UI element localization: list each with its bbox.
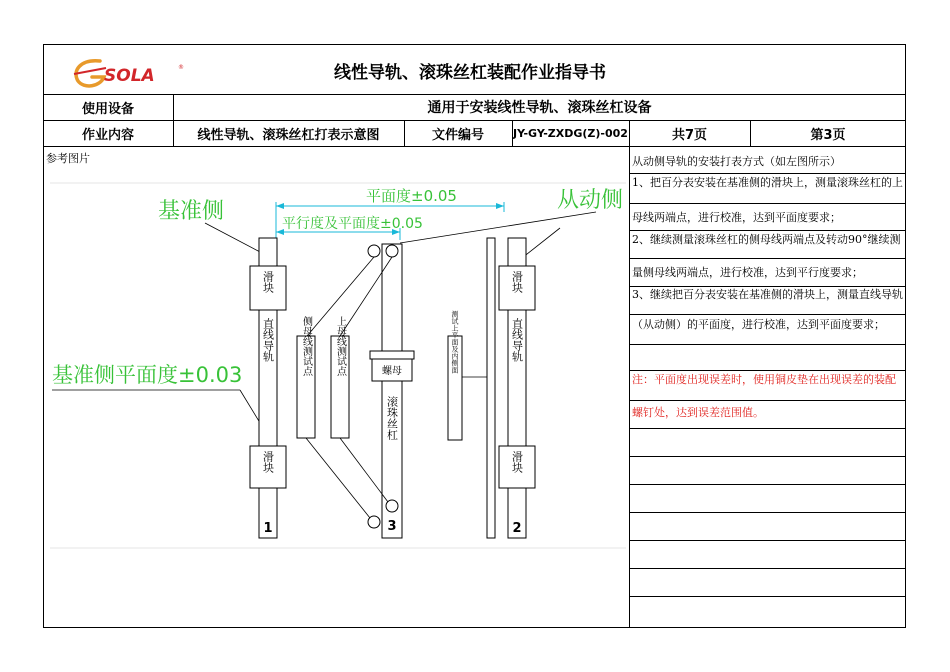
grid-line [629,400,906,401]
grid-line [629,230,906,231]
slider-label: 滑块 [510,271,524,293]
note-line: 螺钉处，达到误差范围值。 [632,406,764,419]
flatness-label: 平面度±0.05 [366,187,457,205]
grid-line [629,596,906,597]
grid-line [629,370,906,371]
reference-label: 参考图片 [46,152,90,165]
instruction-line: 3、继续把百分表安装在基准侧的滑块上，测量直线导轨 [632,288,903,301]
rail-number: 2 [512,521,522,536]
ball-screw [382,244,402,538]
grid-line [629,456,906,457]
content-label: 作业内容 [81,127,134,143]
parallelism-label: 平行度及平面度±0.05 [282,216,423,232]
instruction-line: 2、继续测量滚珠丝杠的侧母线两端点及转动90°继续测 [632,233,901,246]
nut-label: 螺母 [382,366,402,377]
svg-text:®: ® [178,64,184,71]
sola-logo [70,55,190,91]
slider-label: 滑块 [510,451,524,473]
docno-label: 文件编号 [431,127,484,143]
rail-label: 直线导轨 [261,318,275,362]
instruction-line: 从动侧导轨的安装打表方式（如左图所示） [632,155,841,168]
equipment-label: 使用设备 [81,101,134,117]
total-pages: 共7页 [671,127,708,143]
page-number: 第3页 [810,127,846,143]
ref-flatness-label: 基准侧平面度±0.03 [52,363,243,387]
ref-side-label: 基准侧 [158,199,225,224]
grid-line [629,314,906,315]
grid-line [629,428,906,429]
rail-number: 1 [263,521,273,536]
instruction-line: （从动侧）的平面度，进行校准，达到平面度要求； [632,318,885,331]
grid-line [629,344,906,345]
driven-side-label: 从动侧 [557,188,624,213]
test-point [386,245,398,257]
grid-line [629,540,906,541]
grid-line [629,258,906,259]
screw-number: 3 [387,519,397,534]
grid-line [629,512,906,513]
grid-line [629,286,906,287]
rail-label: 直线导轨 [510,318,524,362]
assembly-diagram [43,146,629,628]
top-points-label: 上母线测试点 [334,316,346,376]
grid-line [629,173,906,174]
logo-text: SOLA [104,66,155,86]
grid-line [629,484,906,485]
side-points-label: 侧母线测试点 [300,316,312,376]
docno-value: JY-GY-ZXDG(Z)-002 [513,126,628,140]
grid-line [629,203,906,204]
indicator-bar [487,238,495,538]
grid-line [629,568,906,569]
content-value: 线性导轨、滚珠丝杠打表示意图 [197,127,380,143]
test-point [368,245,380,257]
screw-label: 滚珠丝杠 [385,396,399,440]
note-line: 注：平面度出现误差时，使用铜皮垫在出现误差的装配 [632,373,896,386]
document-title: 线性导轨、滚珠丝杠装配作业指导书 [334,62,606,83]
slider-label: 滑块 [261,451,275,473]
nut-flange [370,351,414,359]
slider-label: 滑块 [261,271,275,293]
instruction-line: 母线两端点，进行校准，达到平面度要求； [632,211,841,224]
equipment-value: 通用于安装线性导轨、滚珠丝杠设备 [427,100,652,116]
instruction-line: 1、把百分表安装在基准侧的滑块上，测量滚珠丝杠的上 [632,176,903,189]
instruction-line: 量侧母线两端点，进行校准，达到平行度要求； [632,266,863,279]
grid-line [629,120,630,628]
measure-note-label: 测试上平面及内侧面 [451,310,459,374]
